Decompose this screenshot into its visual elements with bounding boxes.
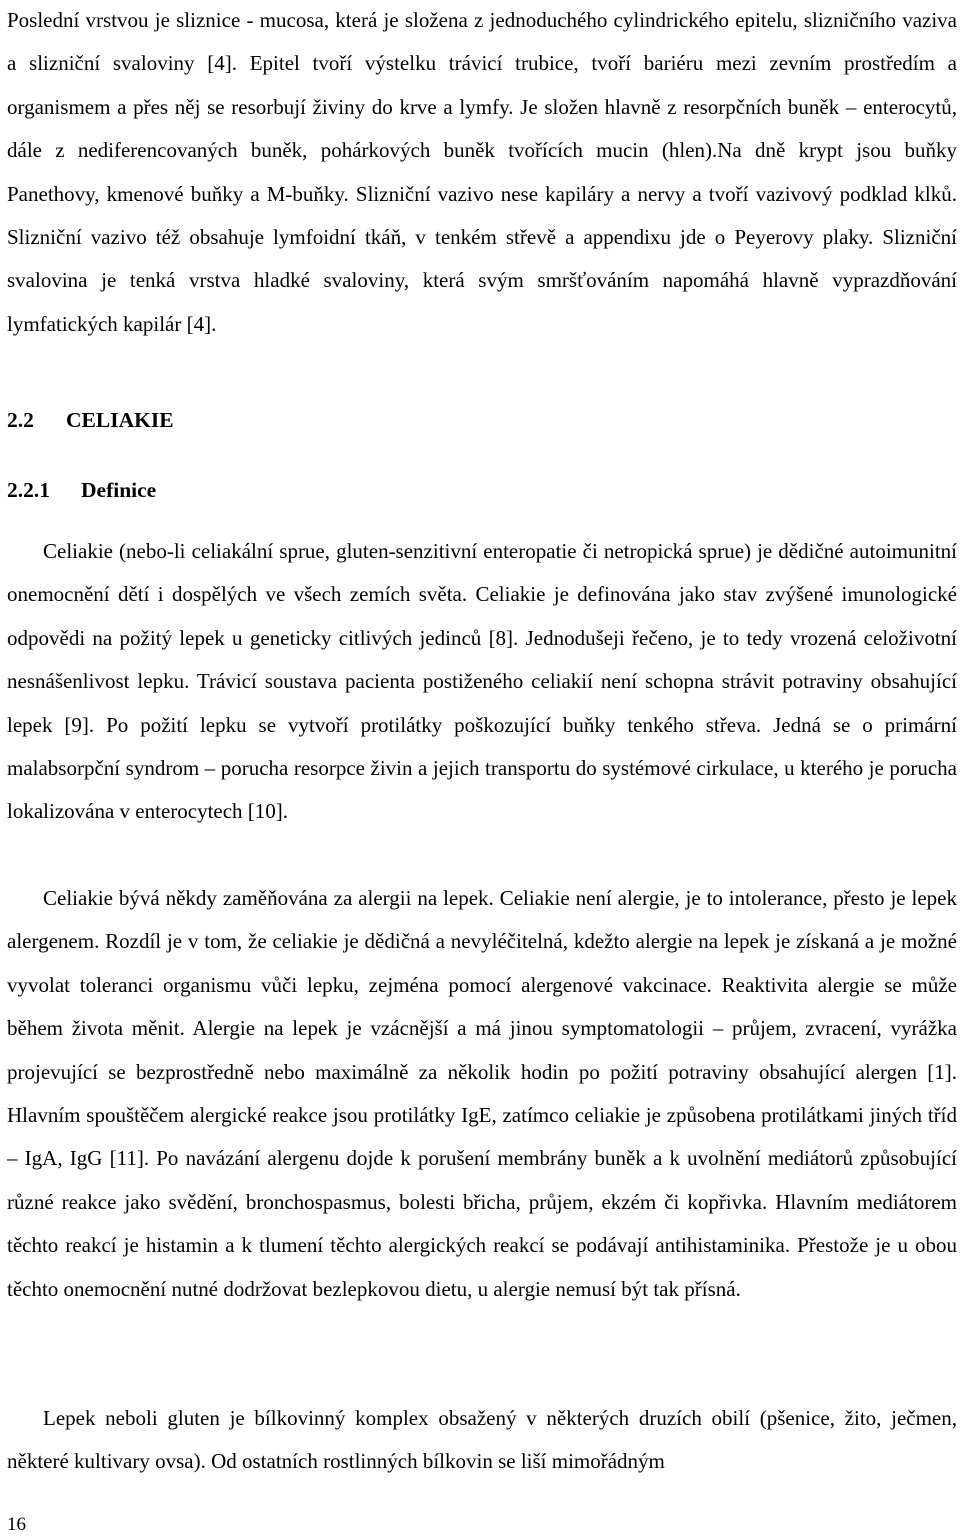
subsection-title: Definice xyxy=(81,478,157,502)
paragraph-celiakie-definition: Celiakie (nebo-li celiakální sprue, gluten-senzitivní enteropatie či netropická sprue) je dědičné autoimunitní onemocnění dětí i dospělých ve všech zemích světa. Celiakie je definována jako stav zvýšené imunologické odpovědi na požitý lepek u geneticky citlivých jedinců [8]. Jednodušeji řečeno, je to tedy vrozená celoživotní nesnášenlivost lepku. Trávicí soustava pacienta postiženého celiakií není schopna strávit potraviny obsahující lepek [9]. Po požití lepku se vytvoří protilátky poškozující buňky tenkého střeva. Jedná se o primární malabsorpční syndrom – porucha resorpce živin a jejich transportu do systémové cirkulace, u kterého je porucha lokalizována v enterocytech [10]. xyxy=(7,539,957,824)
paragraph-gluten: Lepek neboli gluten je bílkovinný komplex obsažený v některých druzích obilí (pšenice, žito, ječmen, některé kultivary ovsa). Od ostatních rostlinných bílkovin se liší mimořádným xyxy=(7,1406,957,1474)
page-number: 16 xyxy=(7,1514,26,1535)
section-heading-celiakie xyxy=(7,408,174,433)
section-title: CELIAKIE xyxy=(66,408,174,432)
paragraph-celiakie-vs-allergy: Celiakie bývá někdy zaměňována za alergii na lepek. Celiakie není alergie, je to intolerance, přesto je lepek alergenem. Rozdíl je v tom, že celiakie je dědičná a nevyléčitelná, kdežto alergie na lepek je získaná a je možné vyvolat toleranci organismu vůči lepku, zejména pomocí alergenové vakcinace. Reaktivita alergie se může během života měnit. Alergie na lepek je vzácnější a má jinou symptomatologii – průjem, zvracení, vyrážka projevující se bezprostředně nebo maximálně za několik hodin po požití potraviny obsahující alergen [1]. Hlavním spouštěčem alergické reakce jsou protilátky IgE, zatímco celiakie je způsobena protilátkami jiných tříd – IgA, IgG [11]. Po navázání alergenu dojde k porušení membrány buněk a k uvolnění mediátorů způsobující různé reakce jako svědění, bronchospasmus, bolesti břicha, průjem, ekzém či kopřivka. Hlavním mediátorem těchto reakcí je histamin a k tlumení těchto alergických reakcí se podávají antihistaminika. Přestože je u obou těchto onemocnění nutné dodržovat bezlepkovou dietu, u alergie nemusí být tak přísná. xyxy=(7,886,957,1301)
subsection-number: 2.2.1 xyxy=(7,478,50,502)
paragraph-mucosa: Poslední vrstvou je sliznice - mucosa, která je složena z jednoduchého cylindrického epitelu, slizničního vaziva a slizniční svaloviny [4]. Epitel tvoří výstelku trávicí trubice, tvoří bariéru mezi zevním prostředím a organismem a přes něj se resorbují živiny do krve a lymfy. Je složen hlavně z resorpčních buněk – enterocytů, dále z nediferencovaných buněk, pohárkových buněk tvořících mucin (hlen).Na dně krypt jsou buňky Panethovy, kmenové buňky a M-buňky. Slizniční vazivo nese kapiláry a nervy a tvoří vazivový podklad klků. Slizniční vazivo též obsahuje lymfoidní tkáň, v tenkém střevě a appendixu jde o Peyerovy plaky. Slizniční svalovina je tenká vrstva hladké svaloviny, která svým smršťováním napomáhá hlavně vyprazdňování lymfatických kapilár [4]. xyxy=(7,8,957,336)
section-number: 2.2 xyxy=(7,408,34,432)
subsection-heading-definice xyxy=(7,478,156,503)
